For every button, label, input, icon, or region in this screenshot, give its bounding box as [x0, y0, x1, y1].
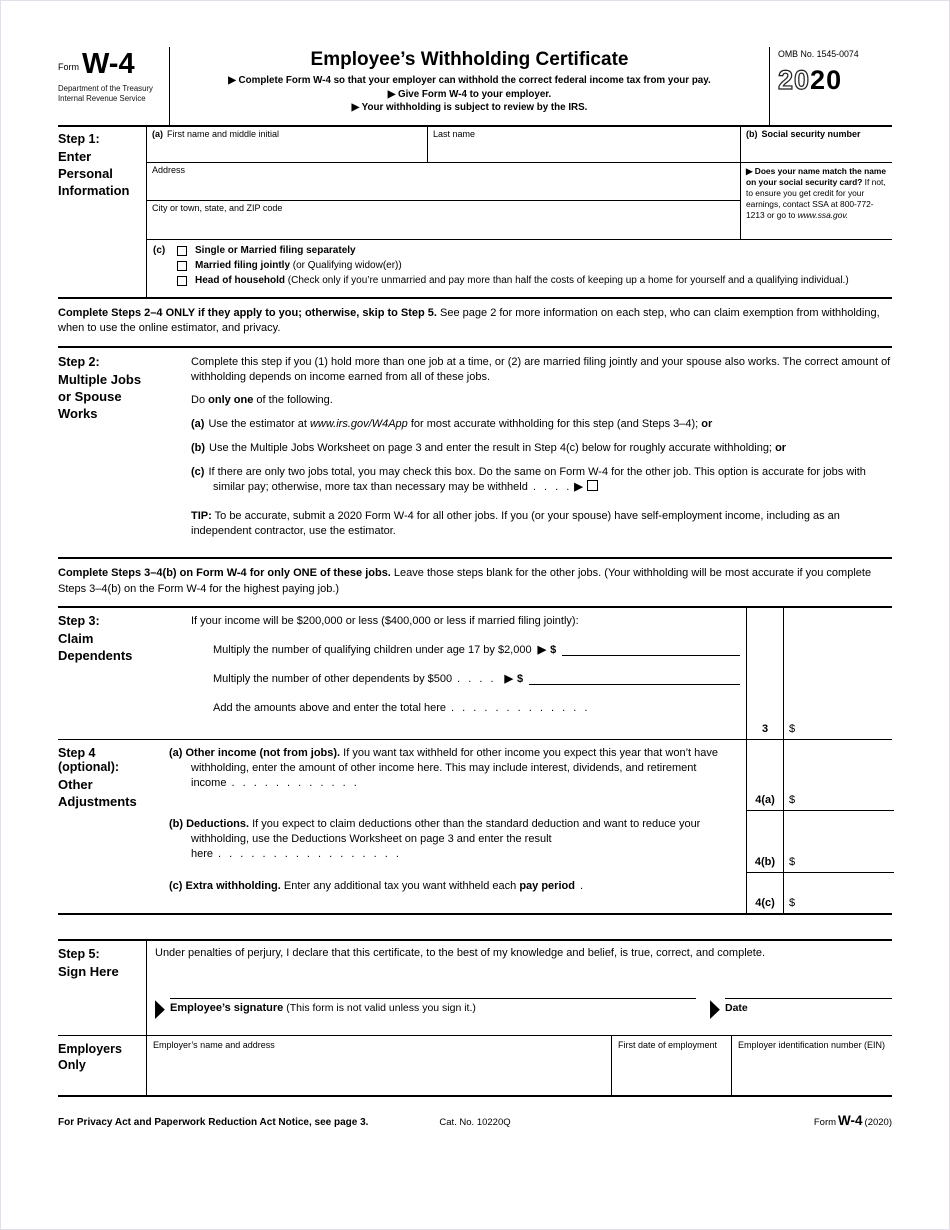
ssn-field[interactable]: (b) Social security number [740, 127, 892, 162]
filing-status-married-jointly-row: Married filing jointly (or Qualifying widow(er)) [177, 260, 892, 271]
signature-area [155, 985, 696, 1022]
form-year: 2020 [778, 65, 843, 95]
step3-number: Step 3: [58, 614, 100, 629]
form-number: W-4 [82, 48, 135, 80]
date-field[interactable] [725, 985, 892, 999]
form-title-block [169, 47, 770, 125]
qualifying-children-amount-field[interactable] [562, 655, 740, 656]
signature-arrow-icon: ▶ [155, 993, 165, 1022]
ssa-name-match-note: ▶ Does your name match the name on your social security card? If not, to ensure you get credit for your earnings, contact SSA at 800-772-1213 or go to www.ssa.gov. [740, 163, 892, 239]
signature-caption: Employee’s signature (This form is not valid unless you sign it.) [170, 1001, 476, 1014]
step4b-text: (b) Deductions. If you expect to claim deductions other than the standard deduction and want to reduce your withholding, use the Deductions Worksheet on page 3 and enter the result here . . . . . . . . . . . . . . . . . [169, 817, 701, 860]
filing-status-head-of-household-row: Head of household (Check only if you’re unmarried and pay more than half the costs of keeping up a home for yourself and a qualifying individual.) [177, 275, 892, 286]
step4c-line-number: 4(c) [746, 873, 783, 913]
last-name-label: Last name [433, 129, 476, 139]
step3-label-col [58, 608, 146, 739]
omb-year-block [770, 47, 892, 125]
page-footer [58, 1113, 892, 1128]
omb-number: OMB No. 1545-0074 [778, 49, 859, 59]
step1c-tag: (c) [153, 245, 166, 256]
date-label: Date [725, 1001, 748, 1014]
form-instruction-2: ▶ Give Form W-4 to your employer. [387, 88, 552, 100]
filing-status-single-row: Single or Married filing separately [177, 245, 892, 256]
step4c-row [58, 873, 892, 913]
step1-number: Step 1: [58, 132, 100, 146]
address-label: Address [152, 165, 186, 175]
step5-title: Sign Here [58, 963, 119, 979]
step2-body [146, 355, 892, 548]
step4b-amount-field[interactable]: $ [783, 811, 894, 873]
department-line1: Department of the Treasury [58, 84, 153, 94]
step2-option-a: (a) Use the estimator at www.irs.gov/W4App for most accurate withholding for this step (and Steps 3–4); or [191, 418, 713, 431]
step3-row [58, 608, 892, 740]
employee-signature-field[interactable] [170, 985, 696, 999]
step5-label-col [58, 941, 146, 1035]
ssa-gov-link: www.ssa.gov. [797, 209, 849, 220]
other-dependents-amount-field[interactable] [529, 684, 740, 685]
step3-title: Claim Dependents [58, 631, 133, 664]
step5-body [146, 941, 892, 1035]
steps-3-4b-note: Complete Steps 3–4(b) on Form W-4 for only ONE of these jobs. Leave those steps blank for the other jobs. (Your withholding will be most accurate if you complete Steps 3–4(b) on the Form W-4 for the highest paying job.) [58, 567, 872, 595]
city-state-zip-field[interactable] [147, 201, 740, 239]
step4-label-col [58, 740, 146, 811]
single-checkbox[interactable] [177, 246, 187, 256]
step3-line-number: 3 [746, 608, 783, 739]
step1-label-col [58, 127, 146, 297]
step5-number: Step 5: [58, 946, 100, 961]
date-arrow-icon: ▶ [710, 993, 720, 1022]
qualifying-children-line: Multiply the number of qualifying children under age 17 by $2,000 ▶ $ [191, 643, 740, 658]
catalog-number: Cat. No. 10220Q [439, 1116, 511, 1128]
other-dependents-line: Multiply the number of other dependents by $500 . . . . ▶ $ [191, 672, 740, 687]
first-name-label: First name and middle initial [167, 129, 280, 139]
step4a-row [58, 740, 892, 811]
employer-name-address-field[interactable]: Employer’s name and address [146, 1036, 611, 1095]
department-lines [58, 84, 169, 103]
two-jobs-checkbox[interactable] [587, 480, 598, 491]
employers-only-section [58, 1035, 892, 1097]
steps-3-4-grid [58, 606, 892, 915]
form-header [58, 47, 892, 127]
step4b-row [58, 811, 892, 873]
form-title: Employee’s Withholding Certificate [310, 49, 629, 70]
step4b-line-number: 4(b) [746, 811, 783, 873]
form-instruction-1: ▶ Complete Form W-4 so that your employer can withhold the correct federal income tax from your pay. [228, 75, 711, 86]
step2-tip: TIP: To be accurate, submit a 2020 Form W-4 for all other jobs. If you (or your spouse) have self-employment income, including as an independent contractor, use the estimator. [191, 509, 840, 537]
head-of-household-checkbox[interactable] [177, 276, 187, 286]
privacy-notice: For Privacy Act and Paperwork Reduction Act Notice, see page 3. [58, 1116, 369, 1128]
ein-field[interactable]: Employer identification number (EIN) [731, 1036, 892, 1095]
step4c-text: (c) Extra withholding. Enter any additional tax you want withheld each pay period . [169, 879, 584, 892]
address-field[interactable] [147, 163, 740, 201]
ssn-label: Social security number [761, 129, 861, 139]
arrow-icon: ▶ [504, 672, 513, 685]
form-word: Form [58, 62, 79, 73]
employers-only-label: Employers Only [58, 1041, 122, 1073]
step1-section [58, 127, 892, 299]
date-area [710, 985, 892, 1022]
step3-body [146, 608, 746, 739]
steps-2-4-note: Complete Steps 2–4 ONLY if they apply to you; otherwise, skip to Step 5. See page 2 for more information on each step, who can claim exemption from withholding, when to use the online estimator, and privacy. [58, 307, 880, 335]
perjury-statement: Under penalties of perjury, I declare that this certificate, to the best of my knowledge and belief, is true, correct, and complete. [155, 946, 766, 959]
step4-title: Other Adjustments [58, 777, 137, 810]
step3-total-amount-field[interactable]: $ [783, 608, 894, 739]
form-instruction-3: ▶ Your withholding is subject to review by the IRS. [351, 102, 588, 114]
step2-number: Step 2: [58, 354, 100, 369]
step5-section [58, 939, 892, 1035]
step1-fields-table [146, 127, 892, 297]
department-line2: Internal Revenue Service [58, 93, 146, 103]
step2-section [58, 346, 892, 560]
step1-title: Enter Personal Information [58, 149, 130, 198]
footer-form-id: Form W-4 (2020) [813, 1112, 892, 1128]
step2-option-c: (c) If there are only two jobs total, you may check this box. Do the same on Form W-4 for the other job. This option is accurate for jobs with similar pay; otherwise, more tax than necessary may be withheld . . . . ▶ [191, 466, 866, 493]
last-name-field[interactable] [427, 127, 740, 162]
step2-label-col [58, 355, 146, 548]
step4c-amount-field[interactable]: $ [783, 873, 894, 913]
step2-do-only-one: Do only one of the following. [191, 394, 333, 407]
form-identity [58, 47, 169, 125]
step2-option-b: (b) Use the Multiple Jobs Worksheet on page 3 and enter the result in Step 4(c) below for roughly accurate withholding; or [191, 442, 787, 455]
married-jointly-checkbox[interactable] [177, 261, 187, 271]
step4a-amount-field[interactable]: $ [783, 740, 894, 811]
filing-status-group [147, 240, 892, 297]
first-date-employment-field[interactable]: First date of employment [611, 1036, 731, 1095]
step4a-text: (a) Other income (not from jobs). If you want tax withheld for other income you expect this year that won’t have withholding, enter the amount of other income here. This may include interest, dividends, and retirement income . . . . . . . . . . . . [169, 747, 718, 789]
step2-title: Multiple Jobs or Spouse Works [58, 371, 142, 421]
w4app-link: www.irs.gov/W4App [309, 418, 408, 431]
arrow-icon: ▶ [574, 480, 583, 493]
step2-intro: Complete this step if you (1) hold more than one job at a time, or (2) are married filing jointly and your spouse also works. The correct amount of withholding depends on income earned from all of these jobs. [191, 355, 891, 383]
step3-intro: If your income will be $200,000 or less ($400,000 or less if married filing jointly): [191, 615, 579, 628]
add-amounts-line: Add the amounts above and enter the total here . . . . . . . . . . . . . [213, 701, 588, 714]
step4a-line-number: 4(a) [746, 740, 783, 811]
city-label: City or town, state, and ZIP code [152, 203, 283, 213]
step4-number: Step 4 (optional): [58, 746, 120, 775]
arrow-icon: ▶ [537, 644, 547, 656]
first-name-field[interactable]: (a) First name and middle initial [152, 129, 280, 139]
